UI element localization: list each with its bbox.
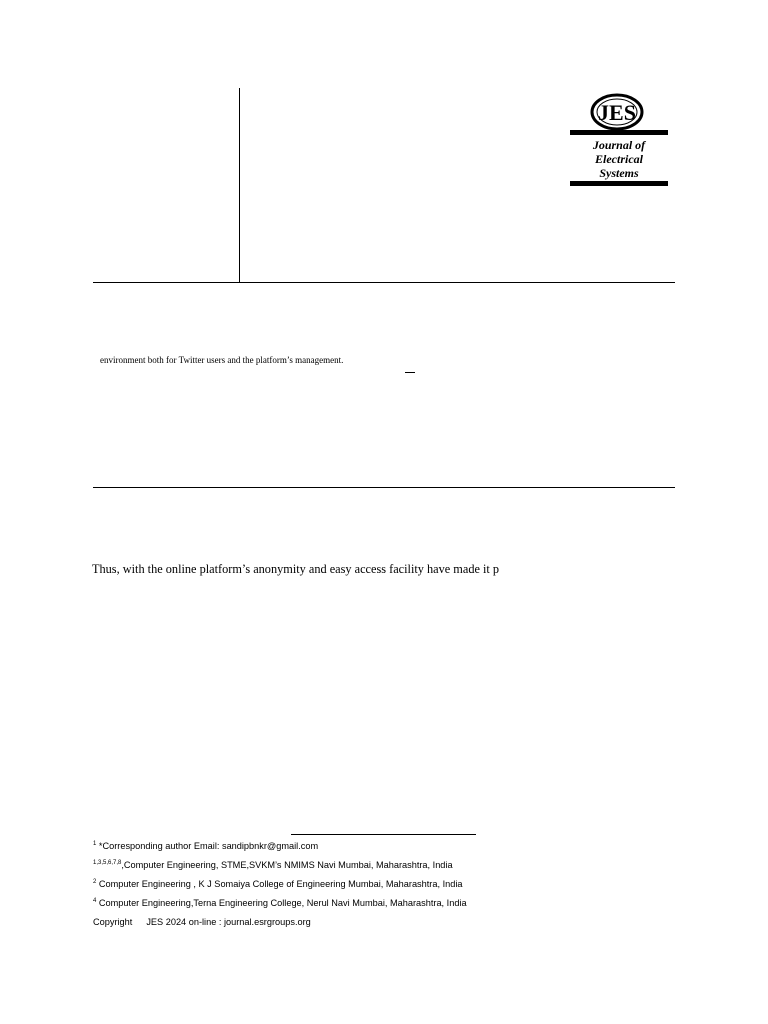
- footnote-affiliation-terna: [93, 897, 467, 909]
- footnote-text: Computer Engineering , K J Somaiya College of Engineering Mumbai, Maharashtra, India: [96, 879, 463, 889]
- footnote-marker: 1,3,5,6,7,8: [93, 860, 122, 866]
- footnote-text: *Corresponding author Email: sandipbnkr@gmail.com: [96, 841, 319, 851]
- logo-line-2: Electrical: [595, 152, 643, 166]
- footnote-separator: [291, 834, 476, 835]
- footnote-affiliation-somaiya: [93, 878, 463, 890]
- footnote-text: ,Computer Engineering, STME,SVKM’s NMIMS Navi Mumbai, Maharashtra, India: [121, 860, 453, 870]
- jes-logo: [570, 92, 668, 188]
- logo-bottom-bar: [570, 181, 668, 186]
- abstract-tail-text: environment both for Twitter users and the platform’s management.: [100, 355, 344, 365]
- footnote-text: Computer Engineering,Terna Engineering College, Nerul Navi Mumbai, Maharashtra, India: [96, 898, 467, 908]
- copyright-label: Copyright: [93, 917, 133, 927]
- header-vertical-rule: [239, 88, 240, 282]
- logo-abbr: JES: [598, 100, 636, 125]
- body-first-line: Thus, with the online platform’s anonymity and easy access facility have made it p: [92, 562, 500, 576]
- logo-line-1: Journal of: [592, 138, 646, 152]
- footnote-marker: 4: [93, 898, 97, 904]
- copyright-line: [93, 916, 311, 928]
- header-bottom-rule: [93, 282, 675, 283]
- footnote-marker: 2: [93, 879, 97, 885]
- footnote-marker: 1: [93, 841, 97, 847]
- abstract-bottom-rule: [93, 487, 675, 488]
- footnote-corresponding-author: [93, 840, 318, 852]
- logo-line-3: Systems: [599, 166, 639, 180]
- logo-top-bar: [570, 130, 668, 135]
- footnote-affiliation-nmims: [93, 859, 453, 871]
- jes-logo-graphic: [570, 92, 668, 188]
- abstract-dash-mark: [405, 372, 415, 373]
- copyright-text: JES 2024 on-line : journal.esrgroups.org: [146, 917, 311, 927]
